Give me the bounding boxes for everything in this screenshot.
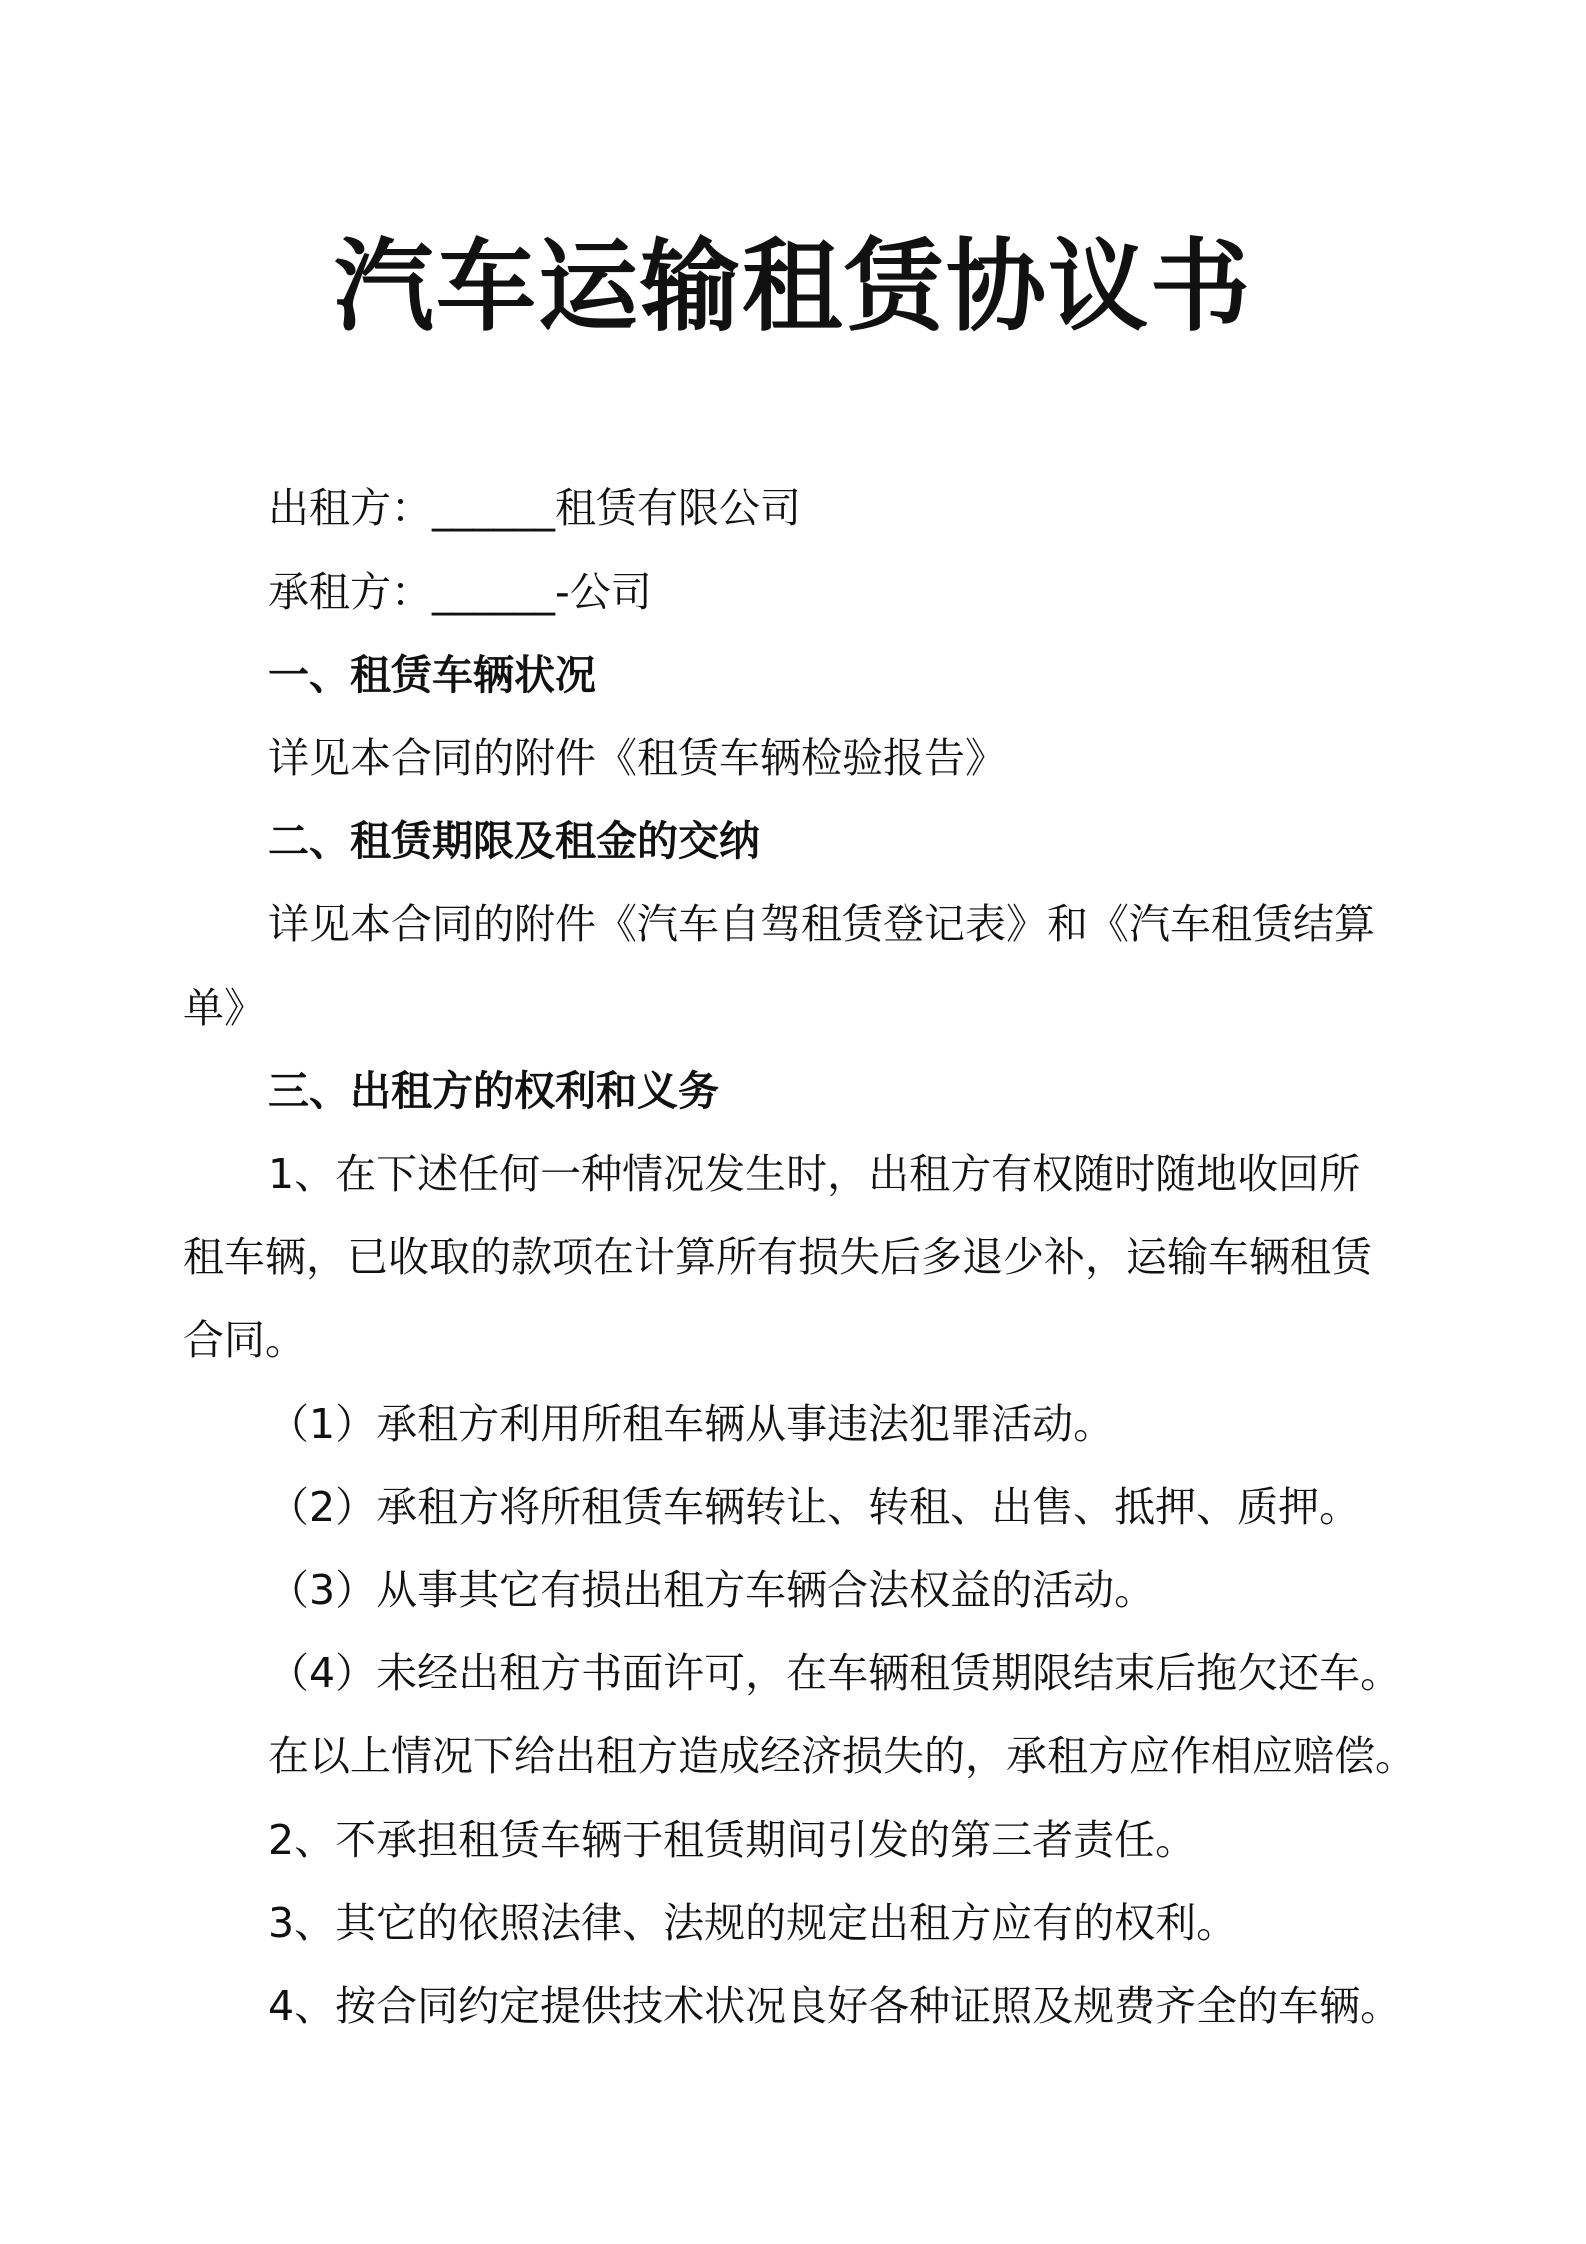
- paragraph-line: 在以上情况下给出租方造成经济损失的，承租方应作相应赔偿。: [268, 1732, 1416, 1780]
- paragraph-line: 1、在下述任何一种情况发生时，出租方有权随时随地收回所: [268, 1150, 1361, 1198]
- paragraph-line: 详见本合同的附件《汽车自驾租赁登记表》和《汽车租赁结算: [268, 900, 1375, 948]
- lessor-line: 出租方：______租赁有限公司: [268, 484, 801, 532]
- list-item: （2）承租方将所租赁车辆转让、转租、出售、抵押、质押。: [268, 1483, 1361, 1531]
- paragraph-line: 4、按合同约定提供技术状况良好各种证照及规费齐全的车辆。: [268, 1982, 1402, 2030]
- paragraph-line: 3、其它的依照法律、法规的规定出租方应有的权利。: [268, 1899, 1238, 1947]
- paragraph-line: 租车辆，已收取的款项在计算所有损失后多退少补，运输车辆租赁: [183, 1233, 1372, 1281]
- document-title: 汽车运输租赁协议书: [334, 228, 1252, 345]
- lessee-line: 承租方：______-公司: [268, 568, 652, 616]
- paragraph-line: 2、不承担租赁车辆于租赁期间引发的第三者责任。: [268, 1816, 1197, 1864]
- section-heading-2: 二、租赁期限及租金的交纳: [268, 817, 760, 865]
- list-item: （4）未经出租方书面许可，在车辆租赁期限结束后拖欠还车。: [268, 1649, 1402, 1697]
- paragraph-line: 合同。: [183, 1316, 306, 1364]
- list-item: （3）从事其它有损出租方车辆合法权益的活动。: [268, 1566, 1156, 1614]
- list-item: （1）承租方利用所租车辆从事违法犯罪活动。: [268, 1400, 1115, 1448]
- section-heading-3: 三、出租方的权利和义务: [268, 1067, 719, 1115]
- section-heading-1: 一、租赁车辆状况: [268, 651, 596, 699]
- paragraph-line: 单》: [183, 984, 265, 1032]
- paragraph-line: 详见本合同的附件《租赁车辆检验报告》: [268, 734, 1006, 782]
